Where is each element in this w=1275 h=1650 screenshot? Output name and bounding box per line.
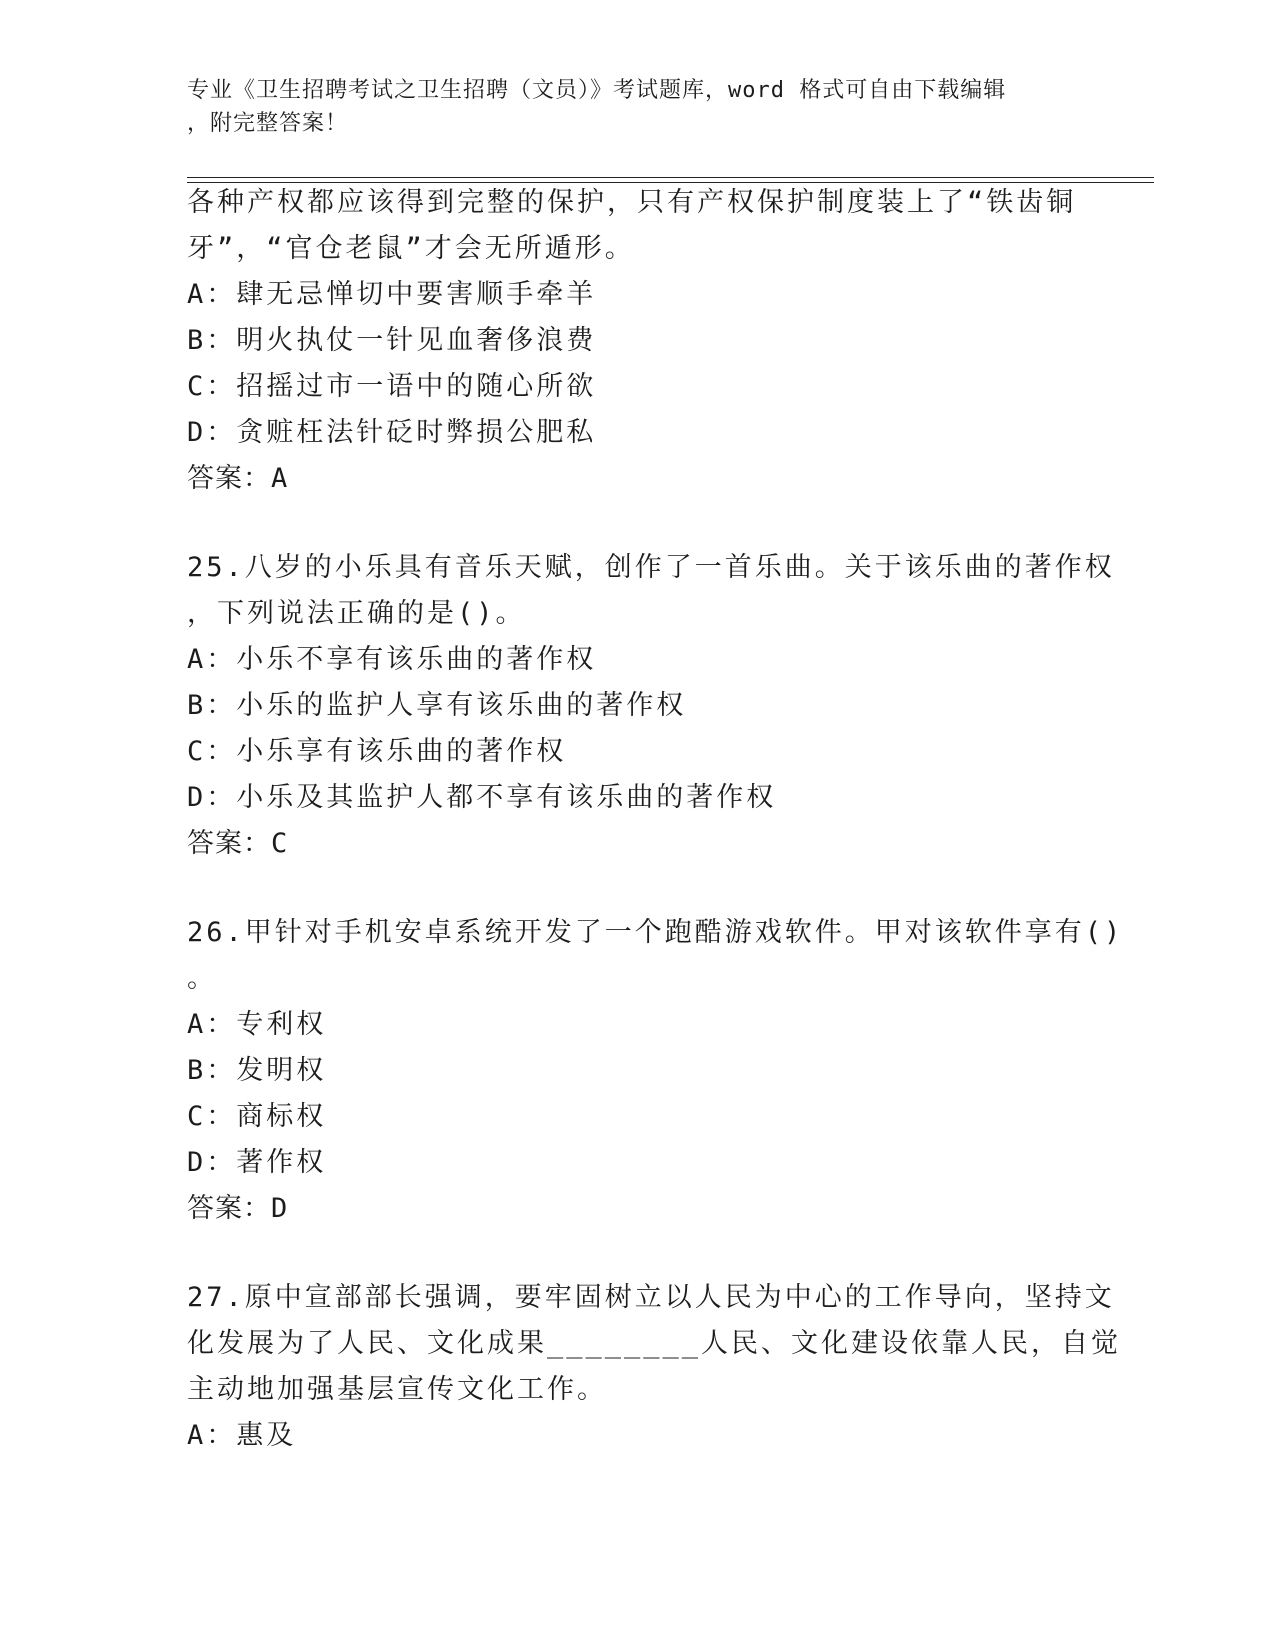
answer-line [187, 821, 1087, 867]
option-a: A：惠及 [187, 1420, 297, 1451]
answer-label: 答案： [187, 828, 271, 859]
question-27 [187, 1275, 1122, 1459]
option-c: C：小乐享有该乐曲的著作权 [187, 736, 567, 767]
answer-label: 答案： [187, 463, 271, 494]
question-stem-line: 各种产权都应该得到完整的保护，只有产权保护制度装上了“铁齿铜 [187, 187, 1077, 218]
answer-line [187, 1186, 1087, 1232]
option-d: D：贪赃枉法针砭时弊损公肥私 [187, 417, 597, 448]
option-b: B：发明权 [187, 1055, 327, 1086]
question-stem-line: 主动地加强基层宣传文化工作。 [187, 1374, 607, 1405]
question-stem-line: 26.甲针对手机安卓系统开发了一个跑酷游戏软件。甲对该软件享有() [187, 917, 1124, 948]
header-divider-top [187, 177, 1154, 178]
option-b: B：明火执仗一针见血奢侈浪费 [187, 325, 597, 356]
option-c: C：招摇过市一语中的随心所欲 [187, 371, 597, 402]
question-stem-line: 27.原中宣部部长强调，要牢固树立以人民为中心的工作导向，坚持文 [187, 1282, 1115, 1313]
answer-value: A [271, 463, 289, 494]
question-stem-line: ，下列说法正确的是()。 [187, 598, 526, 629]
question-stem-line: 25.八岁的小乐具有音乐天赋，创作了一首乐曲。关于该乐曲的著作权 [187, 552, 1115, 583]
header-line-1: 专业《卫生招聘考试之卫生招聘（文员）》考试题库，word 格式可自由下载编辑 [187, 78, 1007, 103]
answer-label: 答案： [187, 1193, 271, 1224]
question-26 [187, 910, 1124, 1232]
option-a: A：专利权 [187, 1009, 327, 1040]
option-a: A：肆无忌惮切中要害顺手牵羊 [187, 279, 597, 310]
question-25 [187, 545, 1115, 867]
question-24 [187, 180, 1087, 502]
option-a: A：小乐不享有该乐曲的著作权 [187, 644, 597, 675]
answer-value: D [271, 1193, 289, 1224]
option-b: B：小乐的监护人享有该乐曲的著作权 [187, 690, 687, 721]
option-d: D：小乐及其监护人都不享有该乐曲的著作权 [187, 782, 777, 813]
question-stem-line: 牙”，“官仓老鼠”才会无所遁形。 [187, 233, 635, 264]
question-stem-line: 。 [187, 963, 217, 994]
answer-value: C [271, 828, 289, 859]
header-line-2: ，附完整答案！ [187, 111, 349, 136]
question-stem-line: 化发展为了人民、文化成果________人民、文化建设依靠人民，自觉 [187, 1328, 1122, 1359]
answer-line [187, 456, 1087, 502]
document-header [187, 74, 1087, 140]
option-c: C：商标权 [187, 1101, 327, 1132]
option-d: D：著作权 [187, 1147, 327, 1178]
